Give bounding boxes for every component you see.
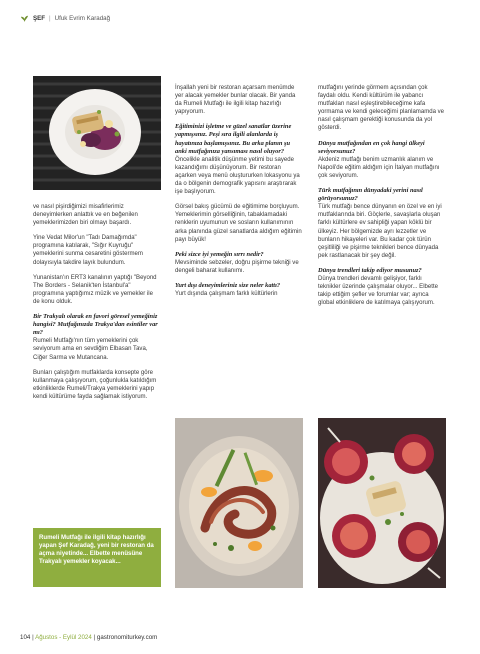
qa-block	[175, 282, 303, 298]
header-separator: |	[49, 14, 51, 22]
interview-question: Peki sizce iyi yemeğin sırrı nedir?	[175, 250, 264, 258]
column-1	[33, 203, 161, 408]
author-name: Ufuk Evrim Karadağ	[54, 14, 111, 22]
interview-question: Bir Trakyalı olarak en favori göresel yemeğiniz hangisi? Mutfağınızda Trakya'dan esintiler var mı?	[33, 313, 158, 337]
octopus-dish-illustration	[175, 418, 303, 588]
qa-block	[175, 251, 303, 275]
paragraph: Yunanistan'ın ERT3 kanalının yaptığı "Beyond The Borders - Selanik'ten İstanbul'a" programına yaptığımız müzik ve yemekler ile de konu olduk.	[33, 274, 157, 305]
interview-question: Yurt dışı deneyimleriniz size neler kattı?	[175, 281, 281, 289]
pull-quote-box: Rumeli Mutfağı ile ilgili kitap hazırlığı yapan Şef Karadağ, yeni bir restoran da açma niyetinde... Elbette menüsüne Trakyalı yemekler koyacak...	[33, 528, 161, 587]
interview-answer: Mevsiminde sebzeler, doğru pişirme tekniği ve dengeli baharat kullanımı.	[175, 259, 299, 274]
paragraph: Yine Vedat Milor'un "Tadı Damağımda" programına katılarak, "Sığır Kuyruğu" yemeklerini sunma cesaretini göstermem dolayısıyla takdire layık bulundum.	[33, 235, 143, 266]
footer-separator: |	[93, 634, 96, 641]
paragraph: mutfağını yerinde görmem açısından çok faydalı oldu. Kendi kültürüm ile yabancı mutfakları nasıl eşleştirebileceğime kafa yormama ve kendi geleceğimi planlamamda ve nasıl çalışmam gerektiği konusunda da yol gösterdi.	[318, 85, 445, 132]
interview-question: Dünya mutfağından en çok hangi ülkeyi seviyorsunuz?	[318, 139, 425, 155]
fig-dessert-photo	[318, 418, 446, 588]
running-header	[20, 12, 110, 24]
section-label: ŞEF	[33, 14, 46, 22]
interview-answer: Rumeli Mutfağı'nın tüm yemeklerini çok seviyorum ama en sevdiğim Elbasan Tava, Ciğer Sarma ve Mutancana.	[33, 338, 148, 361]
paragraph: Görsel bakış gücümü de eğitimime borçluyum. Yemeklerimin görselliğinin, tabaklamadaki renklerin uyumunun ve sosların kullanımının arka planında güzel sanatlarda aldığım eğitimin payı büyük!	[175, 204, 302, 243]
interview-answer: Öncelikle analitik düşünme yetimi bu sayede kazandığımı düşünüyorum. Bir restoran açarken veya menü oluştururken lokasyonu ya da o bölgenin demografik yapısını araştırarak işe başlıyorum.	[175, 156, 300, 196]
page-number: 104	[20, 634, 31, 641]
page-footer	[20, 634, 157, 641]
qa-block	[318, 267, 446, 307]
qa-block	[175, 123, 303, 196]
interview-answer: Akdeniz mutfağı benim uzmanlık alanım ve Napoli'de eğitim aldığım için İtalyan mutfağını çok seviyorum.	[318, 156, 440, 179]
octopus-dish-photo	[175, 418, 303, 588]
plated-dish-photo	[33, 76, 161, 190]
fig-dessert-illustration	[318, 418, 446, 588]
issue-date: Ağustos - Eylül 2024	[35, 634, 92, 641]
chef-leaf-icon	[20, 14, 29, 23]
interview-question: Dünya trendleri takip ediyor musunuz?	[318, 266, 422, 274]
column-2	[175, 84, 303, 305]
interview-answer: Dünya trendleri devamlı gelişiyor, farklı teknikler üzerinde çalışmalar oluyor... Elbette takip ettiğim şefler ve forumlar var; ayrıca global etkinliklere de katılmaya çalışıyorum.	[318, 275, 438, 307]
footer-separator: |	[32, 634, 34, 641]
paragraph: ve nasıl pişirdiğimizi misafirlerimiz deneyimlerken anlattık ve en beğenilen yemeklerimizden biri olmayı başardı.	[33, 204, 138, 227]
column-3	[318, 84, 446, 314]
qa-block	[318, 140, 446, 180]
qa-block	[33, 313, 161, 362]
interview-question: Eğitiminizi işletme ve güzel sanatlar üzerine yapmışsınız. Peşi sıra ilgili alanlarda iş hayatınıza başlamışsınız. Bu arka planın şu anki mutfağınıza yansıması nasıl oluyor?	[175, 123, 292, 155]
interview-answer: Yurt dışında çalışmam farklı kültürlerin	[175, 291, 278, 298]
paragraph: Bunları çalıştığım mutfaklarda konsepte göre kullanmaya çalışıyorum, çoğunlukla katıldığım etkinliklerde Rumeli/Trakya yemeklerini yapıp kendi kültürüme fayda sağlamak istiyorum.	[33, 369, 157, 400]
paragraph: İnşallah yeni bir restoran açarsam menümde yer alacak yemekler bunlar olacak. Bir yanda da Rumeli Mutfağı ile ilgili kitap hazırlığı yapıyorum.	[175, 85, 296, 116]
qa-block	[318, 187, 446, 260]
plated-dish-illustration	[33, 76, 161, 190]
interview-question: Türk mutfağının dünyadaki yerini nasıl görüyorsunuz?	[318, 187, 423, 203]
website-link[interactable]: gastronomiturkey.com	[96, 634, 158, 641]
interview-answer: Türk mutfağı bence dünyanın en özel ve en iyi mutfaklarında biri. Göçlerle, savaşlarla oluşan farklı kültürlere ev sahipliği yapan köklü bir ülkeyiz. Her bölgemizde ayrı lezzetler ve bunların hikayeleri var. Bu kadar çok türün çeşitliliği ve pişirme teknikleri bence dünyada pek rastlanacak bir şey değil.	[318, 204, 442, 259]
